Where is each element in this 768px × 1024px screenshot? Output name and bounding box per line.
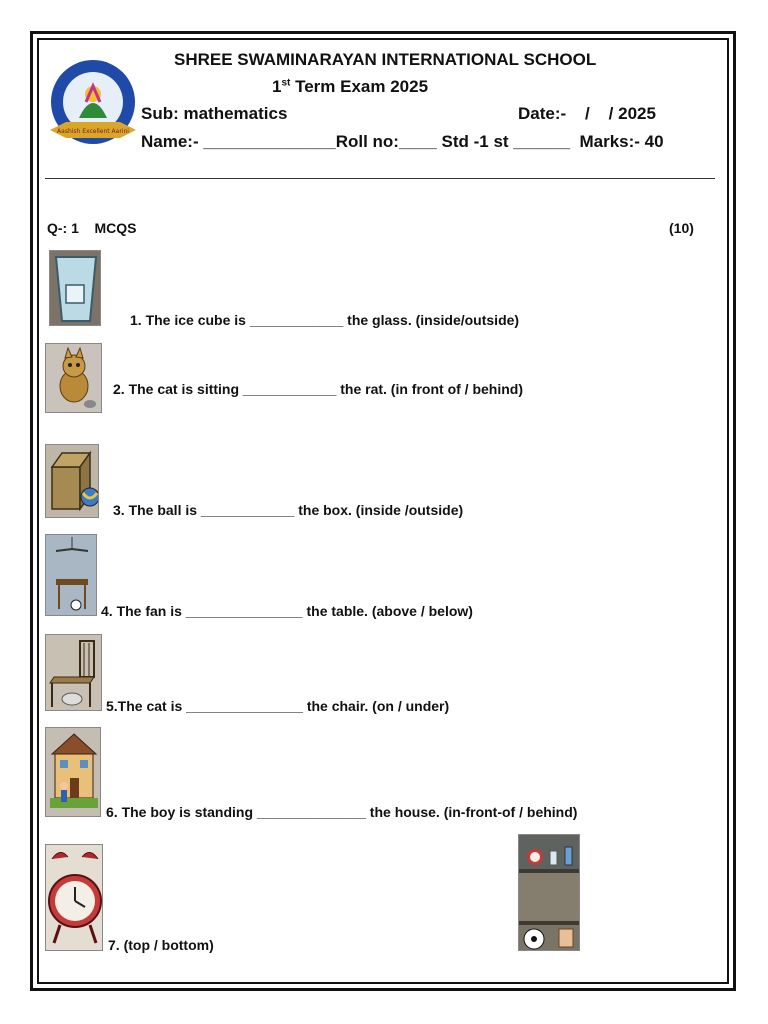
fan-table-icon (45, 534, 97, 616)
question-4: 4. The fan is _______________ the table. (above / below) (101, 603, 473, 619)
exam-title-rest: Term Exam 2025 (290, 77, 429, 96)
alarm-clock-icon (45, 844, 103, 951)
shelf-icon (518, 834, 580, 951)
name-roll-line: Name:- ______________Roll no:____ Std -1 st ______ Marks:- 40 (141, 132, 664, 151)
exam-number: 1 (272, 77, 282, 96)
school-name: SHREE SWAMINARAYAN INTERNATIONAL SCHOOL (174, 50, 597, 69)
section-marks: (10) (669, 220, 694, 236)
school-logo (46, 58, 140, 152)
exam-title (272, 77, 428, 97)
box-ball-icon (45, 444, 99, 518)
question-1: 1. The ice cube is ____________ the glass. (inside/outside) (130, 312, 520, 328)
header-divider (45, 178, 715, 179)
chair-cat-icon (45, 634, 102, 711)
section-label: Q-: 1 MCQS (47, 220, 137, 236)
question-6: 6. The boy is standing ______________ the house. (in-front-of / behind) (106, 804, 578, 820)
cat-rat-icon (45, 343, 102, 413)
date-label: Date:- / / 2025 (518, 104, 656, 123)
house-boy-icon (45, 727, 101, 817)
glass-icon (49, 250, 101, 326)
subject-label: Sub: mathematics (141, 104, 288, 123)
question-3: 3. The ball is ____________ the box. (inside /outside) (113, 502, 464, 518)
question-7: 7. (top / bottom) (108, 937, 214, 953)
logo-motto: Aashish Excellent Aarini (57, 128, 129, 135)
question-5: 5.The cat is _______________ the chair. (on / under) (106, 698, 450, 714)
question-2: 2. The cat is sitting ____________ the rat. (in front of / behind) (113, 381, 523, 397)
exam-ordinal: st (281, 77, 291, 89)
